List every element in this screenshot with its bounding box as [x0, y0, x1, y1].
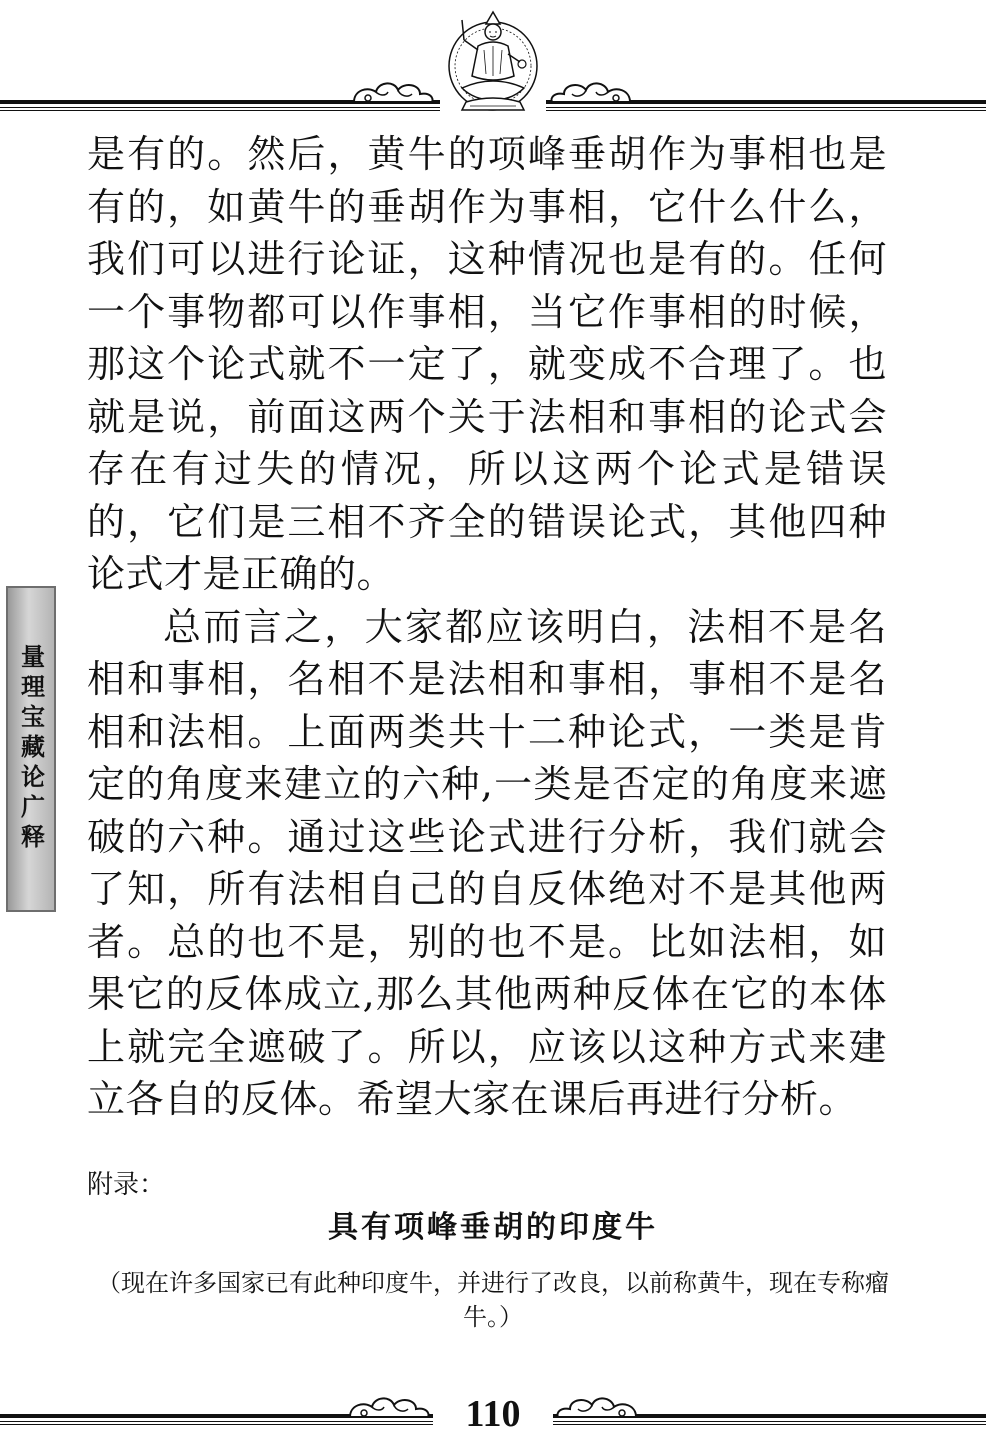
book-title: 量理宝藏论广释 [16, 644, 45, 854]
body-paragraph: 总而言之，大家都应该明白，法相不是名相和事相，名相不是法相和事相，事相不是名相和法相。上面两类共十二种论式，一类是肯定的角度来建立的六种,一类是否定的角度来遮破的六种。通过这些论式进行分析，我们就会了知，所有法相自己的自反体绝对不是其他两者。总的也不是，别的也不是。比如法相，如果它的反体成立,那么其他两种反体在它的本体上就完全遮破了。所以，应该以这种方式来建立各自的反体。希望大家在课后再进行分析。 [87, 604, 887, 1121]
appendix-title: 具有项峰垂胡的印度牛 [328, 1210, 658, 1245]
main-content [87, 128, 887, 1126]
book-title-tab [6, 586, 56, 912]
cloud-scroll-icon [350, 76, 436, 106]
cloud-scroll-icon [548, 76, 634, 106]
cloud-scroll-icon [554, 1391, 640, 1421]
appendix-label: 附录： [87, 1170, 166, 1200]
deity-figure-icon [440, 10, 546, 114]
appendix-note: （现在许多国家已有此种印度牛，并进行了改良，以前称黄牛，现在专称瘤牛。） [97, 1269, 889, 1331]
body-paragraph: 是有的。然后，黄牛的项峰垂胡作为事相也是有的，如黄牛的垂胡作为事相，它什么什么，我们可以进行论证，这种情况也是有的。任何一个事物都可以作事相，当它作事相的时候，那这个论式就不一定了，就变成不合理了。也就是说，前面这两个关于法相和事相的论式会存在有过失的情况，所以这两个论式是错误的，它们是三相不齐全的错误论式，其他四种论式才是正确的。 [87, 132, 887, 596]
cloud-scroll-icon [346, 1391, 432, 1421]
page-number: 110 [433, 1391, 553, 1437]
